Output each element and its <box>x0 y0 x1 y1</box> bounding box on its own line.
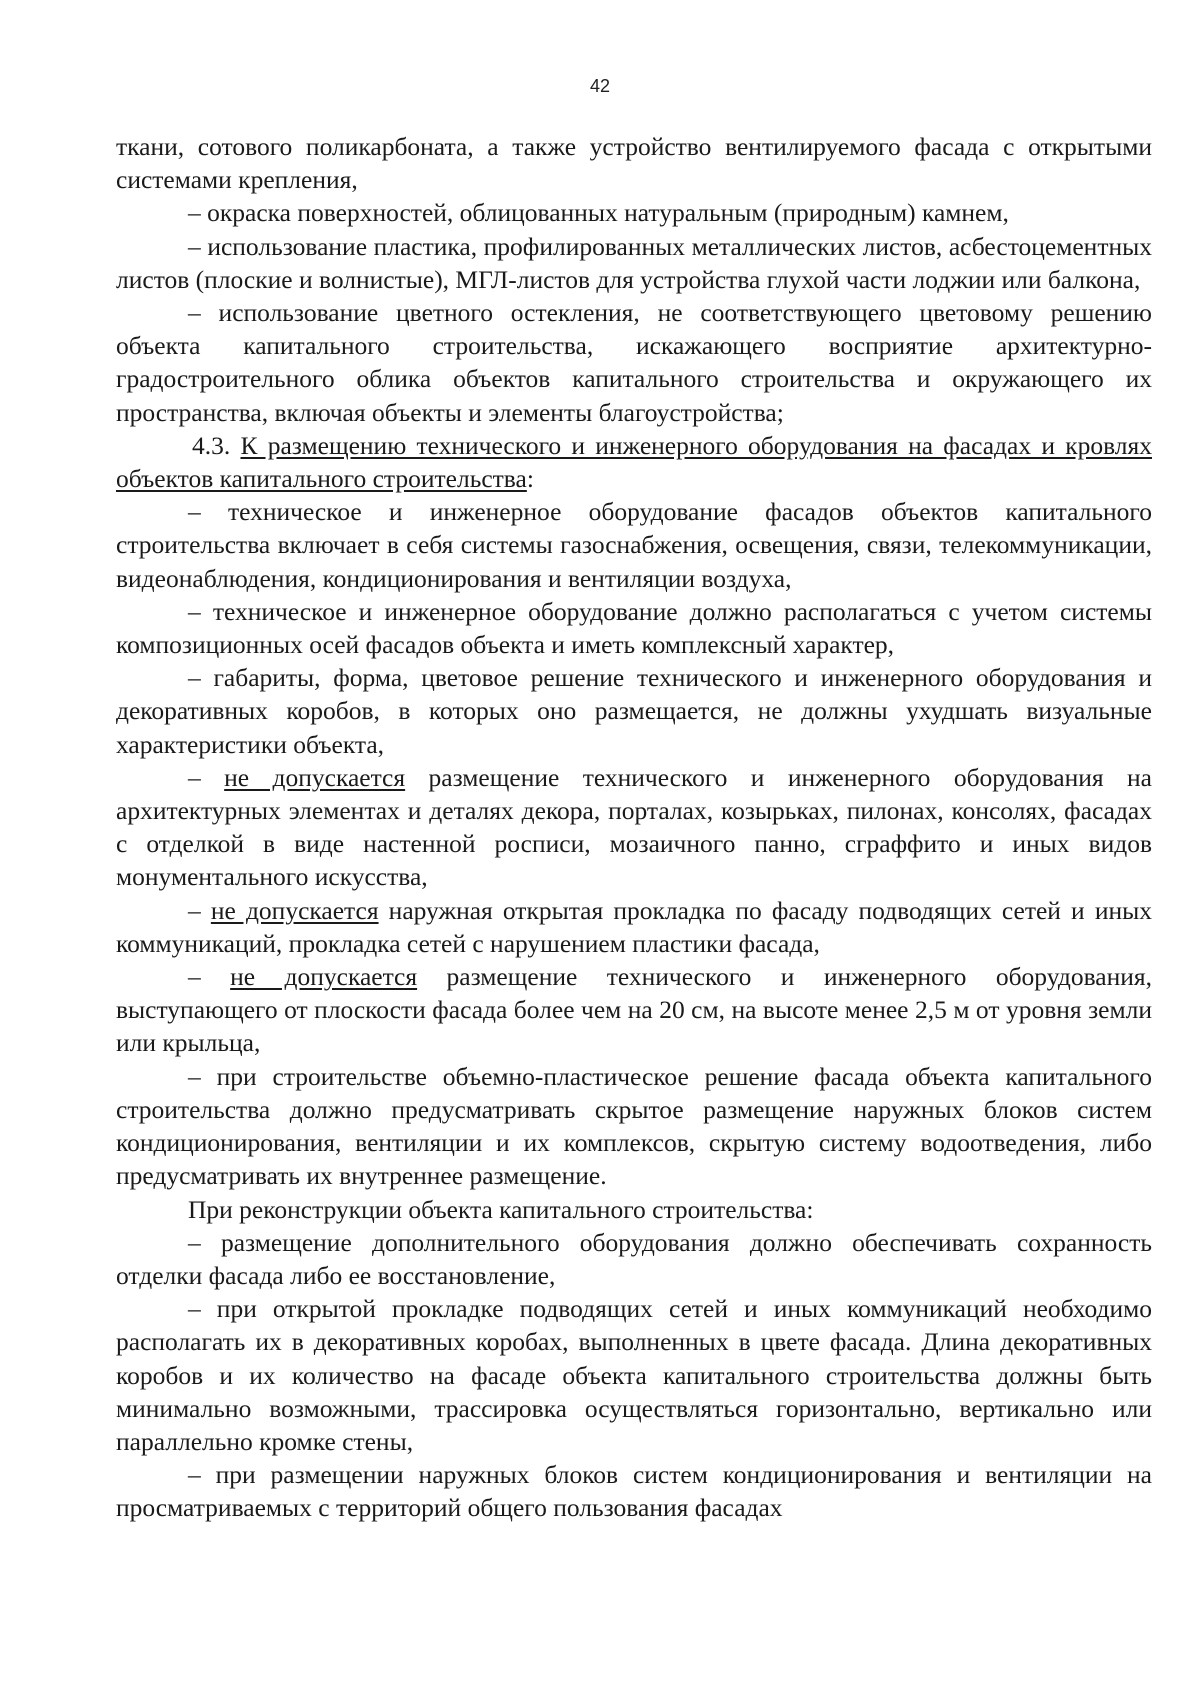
paragraph <box>116 1458 1152 1524</box>
paragraph <box>116 196 1152 229</box>
paragraph <box>116 894 1152 960</box>
paragraph-text: – использование цветного остекления, не соответствующего цветовому решению объекта капитального строительства, искажающего восприятие архитектурно-градостроительного облика объектов капитального строительства и окружающего их пространства, включая объекты и элементы благоустройства; <box>116 298 1152 427</box>
section-number: 4.3. <box>192 430 241 460</box>
paragraph-text: размещение технического и инженерного оборудования, выступающего от плоскости фасада более чем на 20 см, на высоте менее 2,5 м от уровня земли или крыльца, <box>116 962 1153 1058</box>
paragraph <box>116 960 1152 1060</box>
paragraph-text: – габариты, форма, цветовое решение технического и инженерного оборудования и декоративных коробов, в которых оно размещается, не должны ухудшать визуальные характеристики объекта, <box>116 663 1152 759</box>
paragraph <box>116 130 1152 196</box>
document-body <box>116 130 1152 1525</box>
prohibition-underlined: не допускается <box>230 962 418 992</box>
paragraph-text: наружная открытая прокладка по фасаду подводящих сетей и иных коммуникаций, прокладка сетей с нарушением пластики фасада, <box>116 895 1152 958</box>
list-dash: – <box>188 895 211 925</box>
paragraph-text: – техническое и инженерное оборудование должно располагаться с учетом системы композиционных осей фасадов объекта и иметь комплексный характер, <box>116 596 1152 660</box>
paragraph-text: размещение технического и инженерного оборудования на архитектурных элементах и деталях декора, порталах, козырьках, пилонах, консолях, фасадах с отделкой в виде настенной росписи, мозаичного панно, сграффито и иных видов монументального искусства, <box>116 762 1152 892</box>
paragraph-text: – при строительстве объемно-пластическое решение фасада объекта капитального строительства должно предусматривать скрытое размещение наружных блоков систем кондиционирования, вентиляции и их комплексов, скрытую систему водоотведения, либо предусматривать их внутреннее размещение. <box>116 1061 1152 1191</box>
paragraph-text: – окраска поверхностей, облицованных натуральным (природным) камнем, <box>188 198 1009 228</box>
list-dash: – <box>188 762 225 792</box>
section-heading-colon: : <box>526 464 534 494</box>
paragraph-text: – при открытой прокладке подводящих сетей и иных коммуникаций необходимо располагать их в декоративных коробах, выполненных в цвете фасада. Длина декоративных коробов и их количество на фасаде объекта капитального строительства должны быть минимально возможными, трассировка осуществляться горизонтально, вертикально или параллельно кромке стены, <box>116 1294 1152 1456</box>
paragraph <box>116 661 1152 761</box>
paragraph-text: – размещение дополнительного оборудования должно обеспечивать сохранность отделки фасада либо ее восстановление, <box>116 1227 1152 1290</box>
paragraph <box>116 1292 1152 1458</box>
paragraph <box>116 595 1152 661</box>
paragraph <box>116 1060 1152 1193</box>
paragraph <box>116 230 1152 296</box>
paragraph <box>116 1226 1152 1292</box>
page-number: 42 <box>589 76 611 96</box>
prohibition-underlined: не допускается <box>224 762 406 792</box>
paragraph-text: При реконструкции объекта капитального строительства: <box>188 1194 814 1224</box>
section-heading-paragraph <box>116 429 1152 495</box>
paragraph <box>116 296 1152 429</box>
paragraph <box>116 495 1152 595</box>
paragraph <box>116 761 1152 894</box>
paragraph-text: ткани, сотового поликарбоната, а также устройство вентилируемого фасада с открытыми системами крепления, <box>116 132 1152 195</box>
section-heading-underlined: К размещению технического и инженерного оборудования на фасадах и кровлях объектов капитального строительства <box>116 430 1152 494</box>
paragraph-text: – при размещении наружных блоков систем кондиционирования и вентиляции на просматриваемых с территорий общего пользования фасадах <box>116 1460 1152 1523</box>
list-dash: – <box>188 962 231 992</box>
paragraph-text: – использование пластика, профилированных металлических листов, асбестоцементных листов (плоские и волнистые), МГЛ-листов для устройства глухой части лоджии или балкона, <box>116 231 1152 294</box>
paragraph-text: – техническое и инженерное оборудование фасадов объектов капитального строительства включает в себя системы газоснабжения, освещения, связи, телекоммуникации, видеонаблюдения, кондиционирования и вентиляции воздуха, <box>116 497 1152 593</box>
prohibition-underlined: не допускается <box>210 895 379 925</box>
paragraph <box>116 1193 1152 1226</box>
